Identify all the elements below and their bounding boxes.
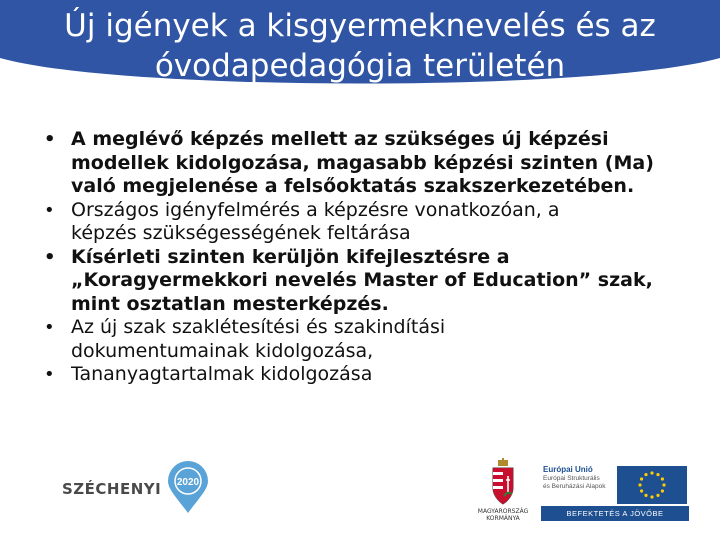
crest-caption: [473, 508, 533, 522]
bullet-line: Tananyagtartalmak kidolgozása: [71, 363, 373, 385]
szechenyi-wordmark: SZÉCHENYI: [62, 480, 162, 498]
title-band: [0, 0, 720, 90]
crest-caption-line-1: MAGYARORSZÁG: [477, 508, 529, 515]
government-crest-logo: [473, 458, 533, 532]
eu-subtitle-1: Európai Strukturális: [543, 475, 600, 482]
eu-flag-icon: [617, 466, 687, 504]
slide-title-line-2: óvodapedagógia területén: [154, 48, 566, 84]
bullet-line: Kísérleti szinten kerüljön kifejlesztésre a: [71, 245, 510, 268]
eu-subtitle-2: és Beruházási Alapok: [543, 483, 606, 490]
crest-caption-line-2: KORMÁNYA: [486, 515, 520, 522]
bullet-line: „Koragyermekkori nevelés Master of Education” szak,: [71, 269, 653, 291]
coat-of-arms-icon: [473, 458, 533, 508]
bullet-line: való megjelenése a felsőoktatás szakszerkezetében.: [71, 175, 635, 197]
bullet-line: dokumentumainak kidolgozása,: [71, 339, 374, 362]
location-pin-icon: [166, 461, 210, 515]
bullet-dot: •: [44, 199, 55, 221]
eu-logo-text: [543, 465, 615, 491]
bullet-line: modellek kidolgozása, magasabb képzési szinten (Ma): [71, 151, 654, 174]
slide-title-line-1: Új igények a kisgyermeknevelés és az: [64, 8, 656, 44]
bullet-item: [44, 246, 708, 317]
bullet-line: mint osztatlan mesterképzés.: [71, 292, 389, 315]
eu-title: Európai Unió: [543, 465, 593, 474]
slide-title: [0, 6, 720, 86]
bullet-list: [44, 128, 708, 387]
szechenyi-2020-logo: [62, 461, 212, 513]
szechenyi-year: 2020: [176, 477, 200, 488]
bullet-line: Az új szak szaklétesítési és szakindítási: [71, 316, 446, 338]
bullet-dot: •: [44, 364, 55, 385]
bullet-item: [44, 363, 708, 387]
bullet-dot: •: [44, 246, 56, 268]
bullet-line: Országos igényfelmérés a képzésre vonatkozóan, a: [71, 198, 560, 221]
bullet-dot: •: [44, 317, 55, 338]
bullet-item: [44, 199, 708, 246]
eu-funding-logo: [541, 463, 689, 521]
eu-banner: BEFEKTETÉS A JÖVŐBE: [541, 506, 689, 521]
bullet-line: képzés szükségességének feltárása: [71, 222, 411, 244]
bullet-line: A meglévő képzés mellett az szükséges új képzési: [71, 128, 609, 150]
bullet-dot: •: [44, 129, 56, 150]
bullet-item: [44, 316, 708, 363]
bullet-item: [44, 128, 708, 199]
